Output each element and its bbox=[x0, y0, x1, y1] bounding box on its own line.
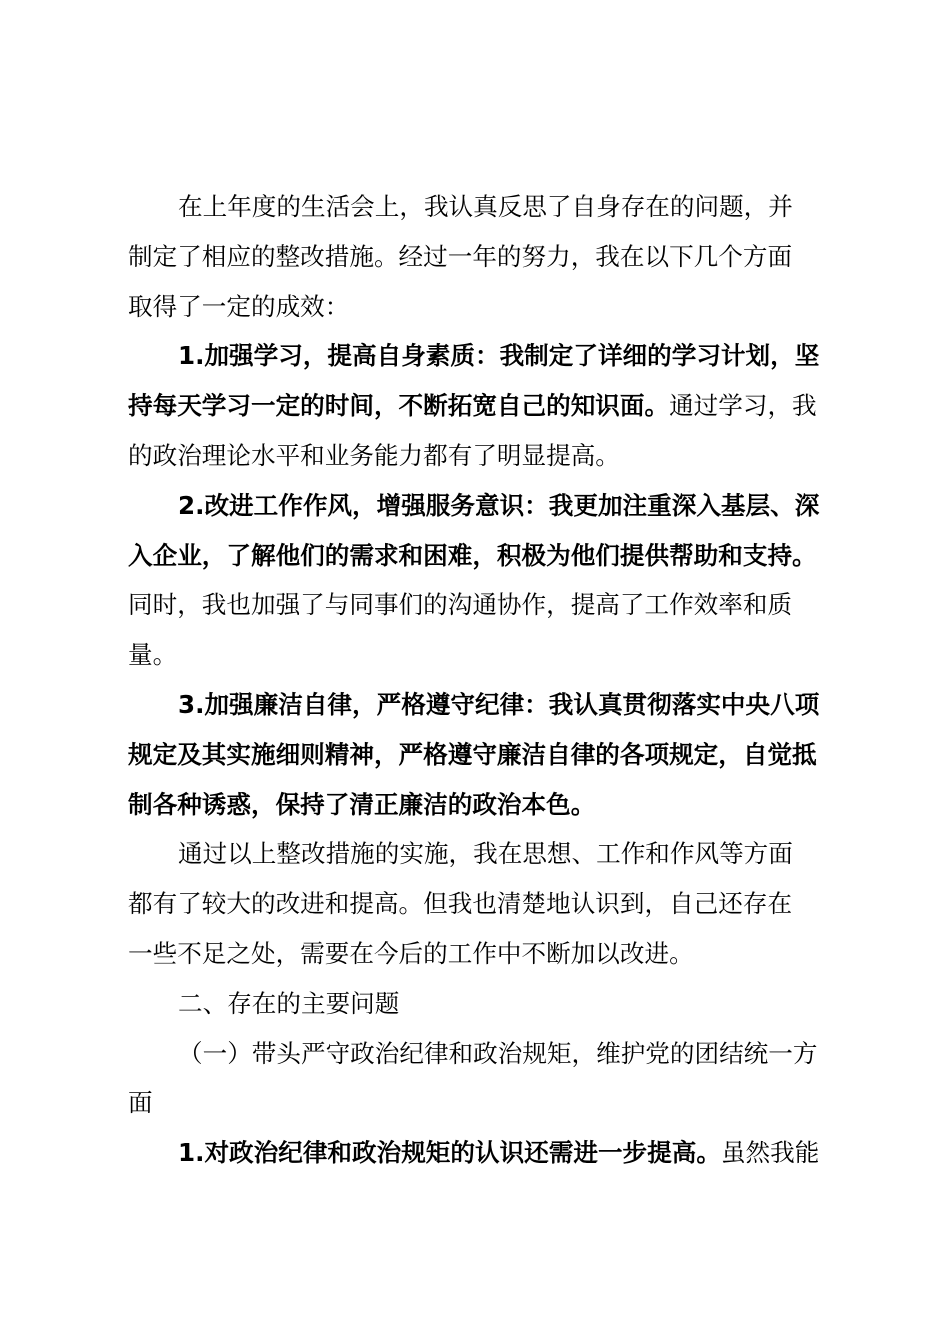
text-line: 一些不足之处，需要在今后的工作中不断加以改进。 bbox=[128, 938, 694, 968]
text-line: （一）带头严守政治纪律和政治规矩，维护党的团结统一方 bbox=[178, 1038, 818, 1068]
paragraph-item-3 bbox=[128, 680, 834, 829]
document-page bbox=[128, 182, 834, 1178]
text-line: 取得了一定的成效： bbox=[128, 291, 350, 321]
bold-text-line: 3.加强廉洁自律，严格遵守纪律：我认真贯彻落实中央八项 bbox=[178, 689, 820, 719]
text-line bbox=[128, 1128, 834, 1178]
bold-text-run: 持每天学习一定的时间，不断拓宽自己的知识面。 bbox=[128, 391, 670, 421]
heading-line: 二、存在的主要问题 bbox=[178, 988, 400, 1018]
bold-text-line: 规定及其实施细则精神，严格遵守廉洁自律的各项规定，自觉抵 bbox=[128, 739, 817, 769]
subsection-heading bbox=[128, 1029, 834, 1129]
bold-text-line: 入企业，了解他们的需求和困难，积极为他们提供帮助和支持。 bbox=[128, 540, 817, 570]
section-heading bbox=[128, 979, 834, 1029]
paragraph-intro bbox=[128, 182, 834, 331]
text-line: 的政治理论水平和业务能力都有了明显提高。 bbox=[128, 440, 620, 470]
bold-text-line: 制各种诱惑，保持了清正廉洁的政治本色。 bbox=[128, 789, 596, 819]
paragraph-item-1 bbox=[128, 331, 834, 480]
paragraph-item-2 bbox=[128, 481, 834, 680]
text-run: 虽然我能 bbox=[720, 1138, 820, 1168]
text-line: 制定了相应的整改措施。经过一年的努力，我在以下几个方面 bbox=[128, 241, 793, 271]
text-line: 面 bbox=[128, 1088, 153, 1118]
text-line: 在上年度的生活会上，我认真反思了自身存在的问题，并 bbox=[178, 192, 793, 221]
paragraph-problem-1 bbox=[128, 1128, 834, 1178]
bold-text-line: 2.改进工作作风，增强服务意识：我更加注重深入基层、深 bbox=[178, 490, 820, 520]
text-line: 量。 bbox=[128, 640, 178, 670]
text-line: 通过以上整改措施的实施，我在思想、工作和作风等方面 bbox=[178, 839, 793, 869]
text-line: 同时，我也加强了与同事们的沟通协作，提高了工作效率和质 bbox=[128, 590, 793, 620]
paragraph-summary bbox=[128, 829, 834, 978]
text-run: 通过学习，我 bbox=[669, 391, 817, 421]
text-line: 都有了较大的改进和提高。但我也清楚地认识到，自己还存在 bbox=[128, 889, 793, 919]
bold-text-line: 1.加强学习，提高自身素质：我制定了详细的学习计划，坚 bbox=[178, 341, 820, 371]
bold-text-run: 1.对政治纪律和政治规矩的认识还需进一步提高。 bbox=[178, 1138, 721, 1168]
text-line bbox=[128, 381, 834, 431]
